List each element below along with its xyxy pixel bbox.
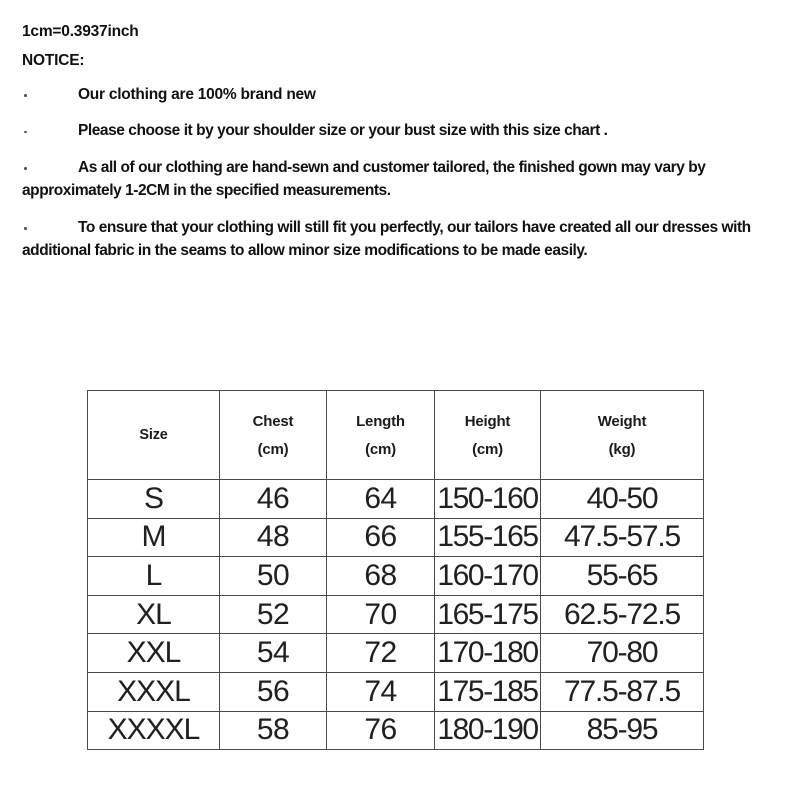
column-header-chest (220, 391, 327, 480)
cell-chest: 54 (220, 634, 327, 673)
cell-length: 64 (327, 480, 435, 519)
notice-block (22, 24, 762, 276)
notice-bullet-3 (22, 156, 762, 203)
cell-size: XL (88, 595, 220, 634)
cell-chest: 56 (220, 672, 327, 711)
column-header-length-label: Length (356, 412, 405, 430)
table-row (88, 595, 704, 634)
cell-chest: 46 (220, 480, 327, 519)
column-header-height-label: Height (464, 412, 511, 430)
cm-to-inch-conversion: 1cm=0.3937inch (22, 23, 139, 40)
notice-bullet-1-text: Our clothing are 100% brand new (78, 85, 316, 103)
bullet-dot-icon (24, 131, 27, 134)
cell-height: 175-185 (435, 672, 541, 711)
cell-height: 170-180 (435, 634, 541, 673)
notice-bullet-4-text: To ensure that your clothing will still fit you perfectly, our tailors have created all our dresses with additional fabric in the seams to allow minor size modifications to be made easily. (22, 218, 751, 260)
cell-length: 68 (327, 557, 435, 596)
cell-size: XXXL (88, 672, 220, 711)
table-row (88, 557, 704, 596)
cell-weight: 40-50 (541, 480, 704, 519)
column-header-chest-unit: (cm) (257, 440, 289, 458)
cell-length: 66 (327, 518, 435, 557)
bullet-dot-icon (24, 94, 27, 97)
notice-bullet-2 (22, 119, 762, 143)
size-chart-table (87, 390, 704, 750)
cell-size: M (88, 518, 220, 557)
column-header-weight (541, 391, 704, 480)
column-header-length-unit: (cm) (365, 440, 396, 458)
table-body (88, 480, 704, 750)
bullet-dot-icon (24, 227, 27, 230)
column-header-weight-unit: (kg) (608, 440, 636, 458)
cell-weight: 70-80 (541, 634, 704, 673)
cell-size: L (88, 557, 220, 596)
cell-height: 150-160 (435, 480, 541, 519)
column-header-height (435, 391, 541, 480)
cell-size: XXL (88, 634, 220, 673)
cell-length: 72 (327, 634, 435, 673)
column-header-size (88, 391, 220, 480)
table-row (88, 672, 704, 711)
notice-bullet-3-text: As all of our clothing are hand-sewn and customer tailored, the finished gown may vary by approximately 1-2CM in the specified measurements. (22, 158, 706, 200)
notice-bullet-2-text: Please choose it by your shoulder size or your bust size with this size chart . (78, 122, 608, 140)
notice-bullet-1 (22, 83, 762, 107)
notice-bullet-4 (22, 216, 762, 263)
table-row (88, 518, 704, 557)
column-header-chest-label: Chest (252, 412, 294, 430)
column-header-size-label: Size (139, 426, 168, 443)
bullet-dot-icon (24, 167, 27, 170)
cell-weight: 85-95 (541, 711, 704, 750)
column-header-height-unit: (cm) (472, 440, 503, 458)
size-chart-table-container (87, 390, 703, 750)
cell-height: 165-175 (435, 595, 541, 634)
cell-weight: 62.5-72.5 (541, 595, 704, 634)
table-header-row (88, 391, 704, 480)
table-header (88, 391, 704, 480)
column-header-weight-label: Weight (597, 412, 647, 430)
cell-weight: 47.5-57.5 (541, 518, 704, 557)
cell-chest: 52 (220, 595, 327, 634)
cell-size: S (88, 480, 220, 519)
cell-chest: 50 (220, 557, 327, 596)
cell-height: 160-170 (435, 557, 541, 596)
notice-heading: NOTICE: (22, 52, 85, 70)
cell-chest: 48 (220, 518, 327, 557)
table-row (88, 634, 704, 673)
column-header-length (327, 391, 435, 480)
cell-chest: 58 (220, 711, 327, 750)
cell-height: 155-165 (435, 518, 541, 557)
cell-length: 70 (327, 595, 435, 634)
cell-length: 76 (327, 711, 435, 750)
cell-height: 180-190 (435, 711, 541, 750)
cell-size: XXXXL (88, 711, 220, 750)
cell-weight: 77.5-87.5 (541, 672, 704, 711)
cell-weight: 55-65 (541, 557, 704, 596)
table-row (88, 711, 704, 750)
table-row (88, 480, 704, 519)
cell-length: 74 (327, 672, 435, 711)
